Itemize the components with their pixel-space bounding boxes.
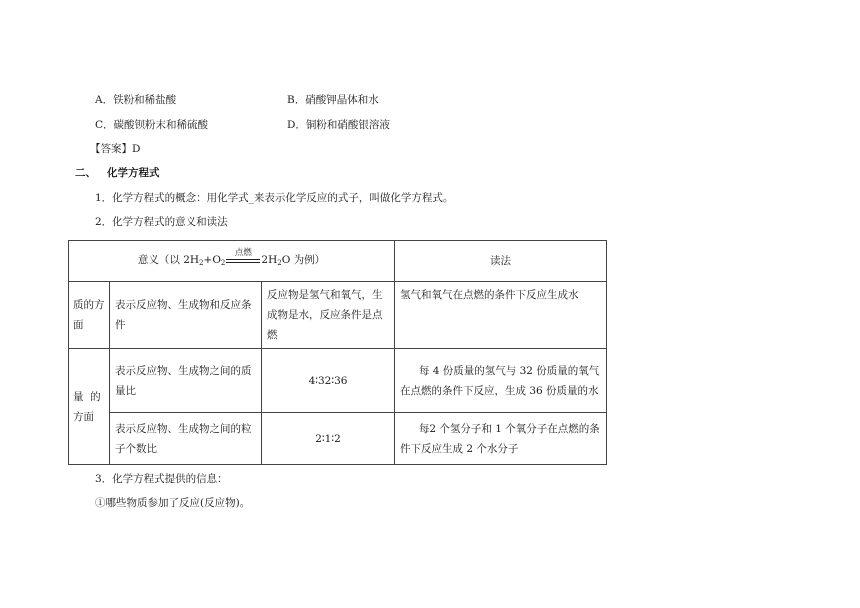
- section-number: 二、: [75, 167, 96, 179]
- meaning-table: [68, 240, 607, 465]
- option-b: B．硝酸钾晶体和水: [287, 94, 379, 106]
- option-c: C．碳酸钡粉末和稀硫酸: [95, 119, 209, 131]
- table-header-meaning: 意义（以 $2H_2+O_2$ 点燃 $2H_2O$ 为例）: [69, 241, 395, 282]
- item-2: 2．化学方程式的意义和读法: [95, 216, 228, 228]
- row3-desc: 表示反应物、生成物之间的粒子个数比: [110, 413, 262, 465]
- row3-example: 2∶1∶2: [262, 413, 395, 465]
- row2-desc: 表示反应物、生成物之间的质量比: [110, 349, 262, 413]
- aspect-quantity: 量 的方面: [69, 349, 110, 465]
- row1-example: 反应物是氢气和氧气，生成物是水，反应条件是点燃: [262, 282, 395, 349]
- reaction-arrow-icon: 点燃: [226, 254, 260, 266]
- item-1: 1．化学方程式的概念：用化学式_来表示化学反应的式子，叫做化学方程式。: [95, 192, 454, 204]
- aspect-quality: 质的方面: [69, 282, 110, 349]
- option-a: A．铁粉和稀盐酸: [95, 94, 177, 106]
- item-3: 3．化学方程式提供的信息：: [95, 473, 228, 485]
- table-header-reading: 读法: [395, 241, 607, 282]
- row1-desc: 表示反应物、生成物和反应条件: [110, 282, 262, 349]
- section-heading: [75, 166, 159, 180]
- row2-reading: 每 4 份质量的氢气与 32 份质量的氧气在点燃的条件下反应，生成 36 份质量的水: [395, 349, 607, 413]
- item-3-sub-1: ①哪些物质参加了反应(反应物)。: [95, 497, 251, 509]
- section-title: 化学方程式: [106, 167, 160, 179]
- option-d: D．铜粉和硝酸银溶液: [287, 119, 390, 131]
- row3-reading: 每2 个氢分子和 1 个氧分子在点燃的条件下反应生成 2 个水分子: [395, 413, 607, 465]
- row2-example: 4∶32∶36: [262, 349, 395, 413]
- row1-reading: 氢气和氧气在点燃的条件下反应生成水: [395, 282, 607, 349]
- answer-text: 【答案】D: [90, 143, 141, 155]
